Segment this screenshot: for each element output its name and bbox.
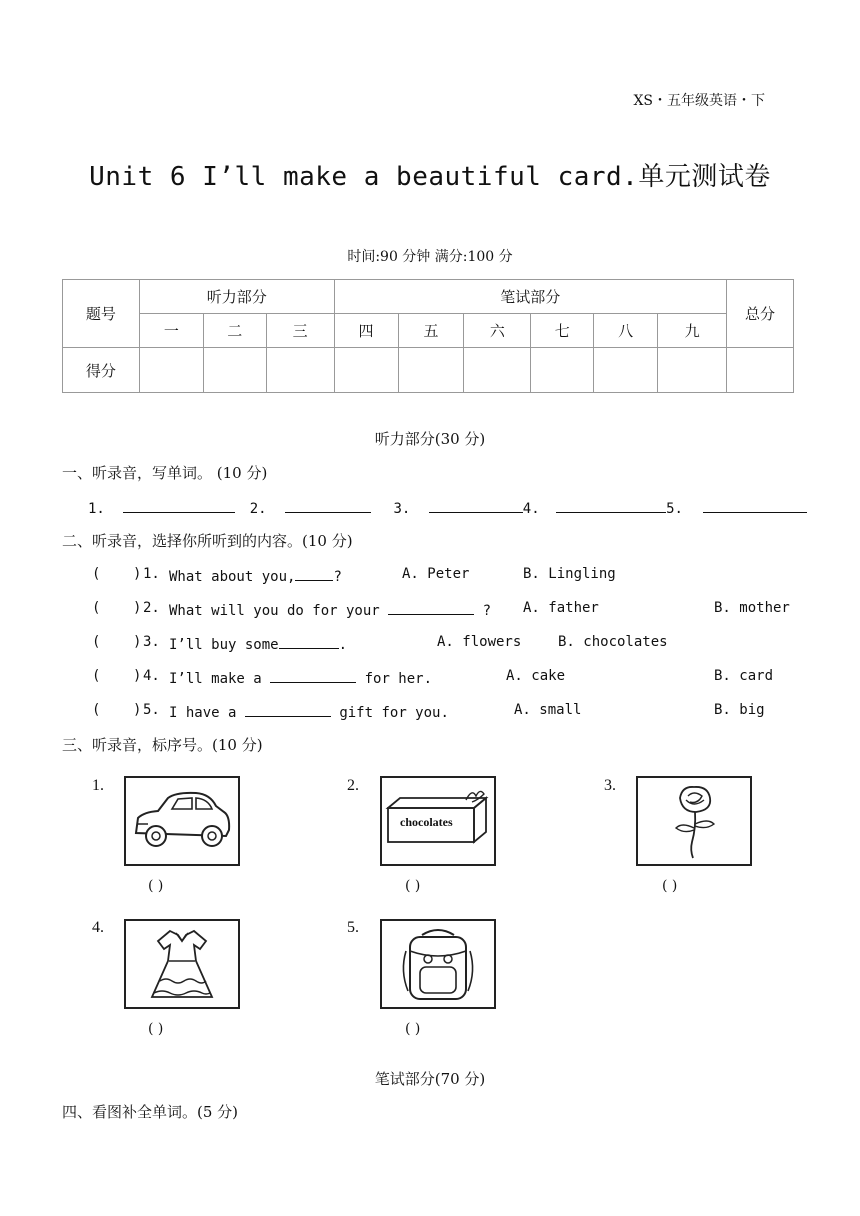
- q2-item: [0, 702, 860, 722]
- answer-blank[interactable]: [556, 498, 666, 513]
- score-table: [62, 279, 794, 393]
- q-num: 四: [334, 314, 398, 348]
- q-num: 二: [203, 314, 266, 348]
- q2-num: 5.: [143, 702, 160, 718]
- title-cn: 单元测试卷: [638, 162, 771, 192]
- picture-3: [636, 776, 752, 866]
- answer-blank[interactable]: [429, 498, 523, 513]
- score-cell[interactable]: [594, 348, 658, 393]
- answer-blank[interactable]: [703, 498, 807, 513]
- sentence-pre: I’ll buy some: [169, 637, 279, 653]
- option-b: B. mother: [714, 600, 790, 616]
- score-cell[interactable]: [464, 348, 531, 393]
- sentence-post: .: [338, 637, 348, 653]
- answer-paren[interactable]: ( ): [148, 1021, 164, 1037]
- q-num: 八: [594, 314, 658, 348]
- box-label: chocolates: [400, 815, 453, 829]
- pic-num: 5.: [347, 919, 359, 936]
- sentence-blank: [270, 668, 356, 683]
- q1-title: 一、听录音，写单词。 (10 分): [62, 464, 268, 482]
- answer-paren-open[interactable]: (: [92, 634, 101, 650]
- rose-icon: [638, 778, 750, 864]
- score-cell[interactable]: [266, 348, 334, 393]
- score-cell[interactable]: [727, 348, 794, 393]
- page-header: XS・五年级英语・下: [633, 93, 765, 109]
- answer-paren-open[interactable]: (: [92, 668, 101, 684]
- sentence-blank: [295, 566, 333, 581]
- written-heading: 笔试部分(70 分): [374, 1070, 486, 1088]
- pic-num: 2.: [347, 777, 359, 794]
- picture-1: [124, 776, 240, 866]
- q-num: 九: [658, 314, 727, 348]
- answer-paren[interactable]: ( ): [405, 878, 421, 894]
- q1-num: 2.: [249, 501, 267, 517]
- sentence-post: ?: [333, 569, 342, 585]
- sentence-blank: [388, 600, 474, 615]
- score-cell[interactable]: [334, 348, 398, 393]
- q3-title: 三、听录音，标序号。(10 分): [62, 736, 263, 754]
- written-header: 笔试部分: [334, 280, 726, 314]
- option-b: B. Lingling: [523, 566, 616, 582]
- page-title: [0, 156, 860, 193]
- sentence-pre: I have a: [169, 705, 237, 721]
- option-a: A. Peter: [402, 566, 470, 582]
- pic-num: 1.: [92, 777, 104, 794]
- pic-num: 4.: [92, 919, 104, 936]
- q-num: 六: [464, 314, 531, 348]
- q2-item: [0, 668, 860, 688]
- row-label: 得分: [63, 348, 140, 393]
- option-a: A. flowers: [437, 634, 522, 650]
- total-header: 总分: [727, 280, 794, 348]
- q2-item: [0, 566, 860, 586]
- sentence-post: for her.: [364, 671, 433, 687]
- answer-paren[interactable]: ( ): [662, 878, 678, 894]
- q1-num: 4.: [522, 501, 540, 517]
- answer-paren-close: ): [133, 600, 142, 616]
- q1-num: 1.: [88, 501, 105, 517]
- answer-blank[interactable]: [123, 498, 235, 513]
- dress-icon: [126, 921, 238, 1007]
- sentence-post: ?: [482, 603, 492, 619]
- q1-num: 3.: [393, 501, 411, 517]
- col-label: 题号: [63, 280, 140, 348]
- sentence-pre: What will you do for your: [169, 603, 380, 619]
- q2-num: 3.: [143, 634, 160, 650]
- sentence-blank: [245, 702, 331, 717]
- score-cell[interactable]: [398, 348, 464, 393]
- q2-item: [0, 600, 860, 620]
- answer-paren-close: ): [133, 566, 142, 582]
- option-a: A. father: [523, 600, 599, 616]
- score-cell[interactable]: [203, 348, 266, 393]
- answer-paren[interactable]: ( ): [405, 1021, 421, 1037]
- q4-title: 四、看图补全单词。(5 分): [62, 1103, 239, 1121]
- option-b: B. card: [714, 668, 774, 684]
- picture-2: [380, 776, 496, 866]
- q2-sentence: [169, 600, 491, 619]
- q-num: 一: [139, 314, 203, 348]
- q2-num: 4.: [143, 668, 160, 684]
- listening-header: 听力部分: [139, 280, 334, 314]
- sentence-pre: What about you,: [169, 569, 296, 585]
- option-b: B. chocolates: [558, 634, 668, 650]
- q1-blanks: [88, 498, 807, 517]
- picture-4: [124, 919, 240, 1009]
- picture-5: [380, 919, 496, 1009]
- option-b: B. big: [714, 702, 765, 718]
- title-en: Unit 6 I’ll make a beautiful card.: [89, 162, 639, 192]
- score-cell[interactable]: [658, 348, 727, 393]
- option-a: A. small: [514, 702, 582, 718]
- answer-paren[interactable]: ( ): [148, 878, 164, 894]
- listening-heading: 听力部分(30 分): [374, 430, 486, 448]
- answer-paren-open[interactable]: (: [92, 600, 101, 616]
- sentence-post: gift for you.: [339, 705, 449, 721]
- q-num: 三: [266, 314, 334, 348]
- option-a: A. cake: [506, 668, 566, 684]
- schoolbag-icon: [382, 921, 494, 1007]
- sentence-pre: I’ll make a: [169, 671, 262, 687]
- pic-num: 3.: [604, 777, 616, 794]
- q2-title: 二、听录音，选择你所听到的内容。(10 分): [62, 532, 353, 550]
- q2-sentence: [169, 668, 432, 687]
- q-num: 七: [531, 314, 594, 348]
- answer-paren-close: ): [133, 634, 142, 650]
- q2-sentence: [169, 566, 342, 585]
- q2-item: [0, 634, 860, 654]
- answer-paren-close: ): [133, 668, 142, 684]
- score-cell[interactable]: [531, 348, 594, 393]
- car-icon: [126, 778, 238, 864]
- time-info: 时间:90 分钟 满分:100 分: [347, 249, 513, 265]
- q2-sentence: [169, 702, 449, 721]
- q1-num: 5.: [666, 501, 683, 517]
- score-cell[interactable]: [139, 348, 203, 393]
- answer-paren-open[interactable]: (: [92, 702, 101, 718]
- q2-num: 2.: [143, 600, 160, 616]
- q2-num: 1.: [143, 566, 160, 582]
- answer-paren-close: ): [133, 702, 142, 718]
- sentence-blank: [279, 634, 339, 649]
- q-num: 五: [398, 314, 464, 348]
- q2-sentence: [169, 634, 347, 653]
- answer-blank[interactable]: [285, 498, 371, 513]
- answer-paren-open[interactable]: (: [92, 566, 101, 582]
